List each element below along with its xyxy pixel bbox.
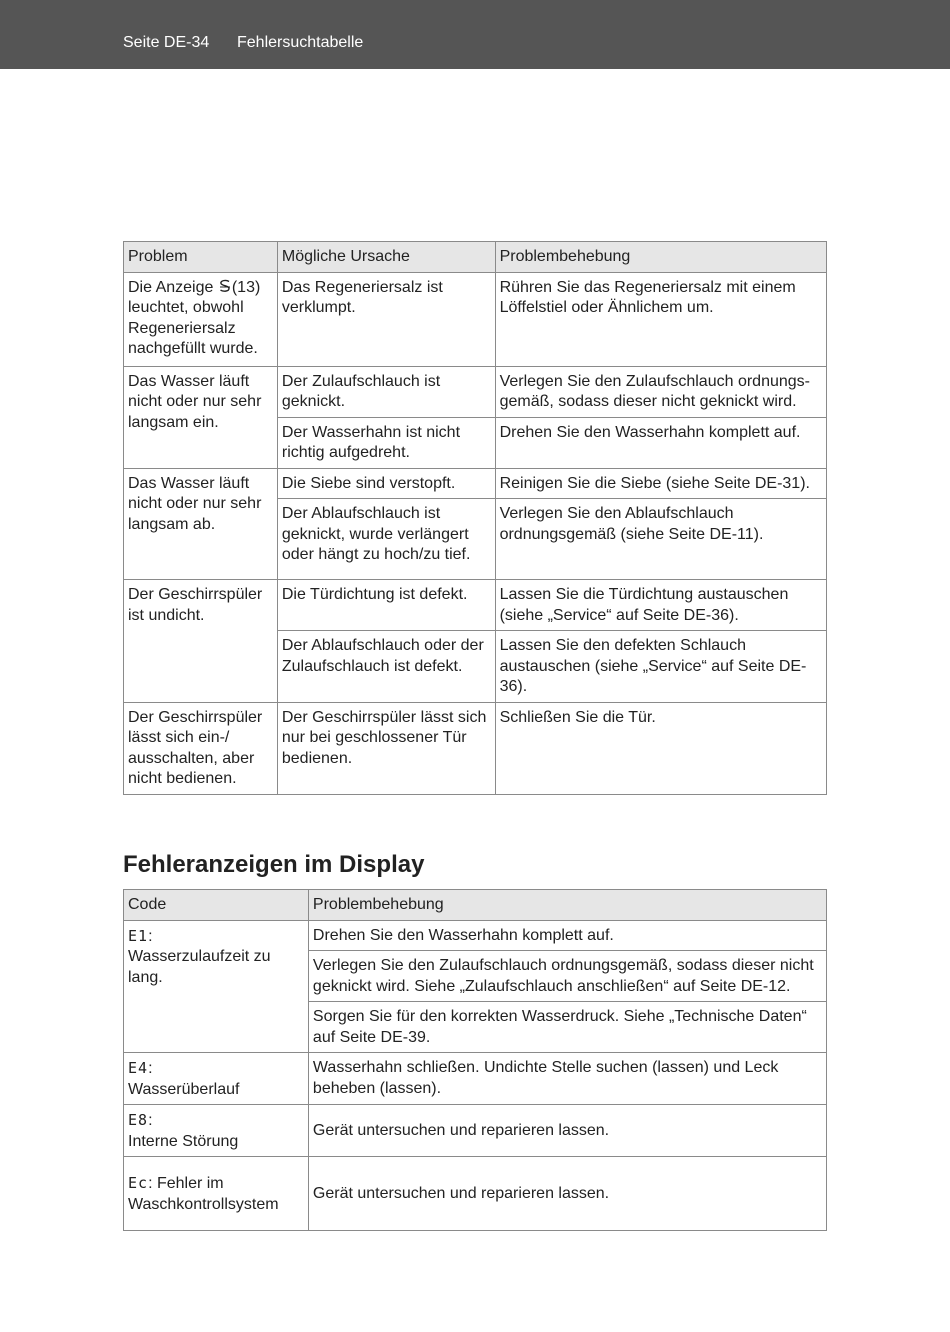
table-row	[124, 272, 827, 366]
code-cell: E1: Wasserzulaufzeit zu lang.	[124, 920, 309, 1053]
problem-cell: Der Geschirrspüler ist undicht.	[124, 580, 278, 703]
cause-cell: Der Wasserhahn ist nicht richtig aufgedreht.	[277, 417, 495, 468]
table-row	[124, 580, 827, 631]
header-cause: Mögliche Ursache	[277, 242, 495, 273]
cause-cell: Die Türdichtung ist defekt.	[277, 580, 495, 631]
salt-refill-icon	[218, 279, 232, 293]
header-code: Code	[124, 890, 309, 921]
fix-cell: Sorgen Sie für den korrekten Wasserdruck. Siehe „Technische Daten“ auf Seite DE-39.	[308, 1002, 826, 1053]
error-code-ec: Ec	[128, 1174, 149, 1192]
table-row	[124, 702, 827, 794]
code-cell: E8: Interne Störung	[124, 1105, 309, 1157]
troubleshooting-table	[123, 241, 827, 795]
fix-cell: Wasserhahn schließen. Undichte Stelle suchen (lassen) und Leck beheben (lassen).	[308, 1053, 826, 1105]
code-cell: Ec: Fehler im Waschkontrollsystem	[124, 1157, 309, 1231]
cause-cell: Der Ablaufschlauch oder der Zulaufschlauch ist defekt.	[277, 631, 495, 703]
cause-cell: Die Siebe sind verstopft.	[277, 468, 495, 499]
problem-cell: Die Anzeige (13) leuchtet, obwohl Regeneriersalz nachgefüllt wurde.	[124, 272, 278, 366]
header-fix: Problembehebung	[308, 890, 826, 921]
fix-cell: Verlegen Sie den Zulaufschlauch ordnungs-gemäß, sodass dieser nicht geknickt wird.	[495, 366, 826, 417]
table-row	[124, 1105, 827, 1157]
cause-cell: Der Geschirrspüler lässt sich nur bei geschlossener Tür bedienen.	[277, 702, 495, 794]
display-errors-heading: Fehleranzeigen im Display	[123, 851, 425, 878]
fix-cell: Schließen Sie die Tür.	[495, 702, 826, 794]
table-row	[124, 366, 827, 417]
table-row	[124, 1157, 827, 1231]
fix-cell: Drehen Sie den Wasserhahn komplett auf.	[495, 417, 826, 468]
problem-cell: Der Geschirrspüler lässt sich ein-/ ausschalten, aber nicht bedienen.	[124, 702, 278, 794]
error-label: Wasserzulaufzeit zu lang.	[128, 948, 271, 986]
fix-cell: Lassen Sie den defekten Schlauch austauschen (siehe „Service“ auf Seite DE-36).	[495, 631, 826, 703]
fix-cell: Gerät untersuchen und reparieren lassen.	[308, 1157, 826, 1231]
page-number: Seite DE-34	[123, 34, 210, 51]
header-fix: Problembehebung	[495, 242, 826, 273]
header-problem: Problem	[124, 242, 278, 273]
fix-cell: Gerät untersuchen und reparieren lassen.	[308, 1105, 826, 1157]
fix-cell: Verlegen Sie den Ablaufschlauch ordnungsgemäß (siehe Seite DE-11).	[495, 499, 826, 580]
table-row	[124, 1053, 827, 1105]
fix-cell: Lassen Sie die Türdichtung austauschen (siehe „Service“ auf Seite DE-36).	[495, 580, 826, 631]
error-code-table	[123, 889, 827, 1231]
section-title: Fehlersuchtabelle	[237, 34, 364, 51]
table-header-row	[124, 242, 827, 273]
page-header	[0, 0, 950, 69]
error-code-e8: E8	[128, 1111, 149, 1129]
error-label: Fehler im Waschkontrollsystem	[128, 1175, 279, 1213]
table-row	[124, 920, 827, 951]
error-label: Wasserüberlauf	[128, 1080, 240, 1098]
error-code-e1: E1	[128, 926, 149, 945]
code-cell: E4: Wasserüberlauf	[124, 1053, 309, 1105]
problem-cell: Das Wasser läuft nicht oder nur sehr langsam ab.	[124, 468, 278, 580]
fix-cell: Drehen Sie den Wasserhahn komplett auf.	[308, 920, 826, 951]
error-label: Interne Störung	[128, 1132, 239, 1150]
table-row	[124, 468, 827, 499]
fix-cell: Verlegen Sie den Zulaufschlauch ordnungsgemäß, sodass dieser nicht geknickt wird. Siehe „Zulaufschlauch anschließen“ auf Seite DE-12.	[308, 951, 826, 1002]
cause-cell: Der Zulaufschlauch ist geknickt.	[277, 366, 495, 417]
error-code-e4: E4	[128, 1059, 149, 1077]
cause-cell: Das Regeneriersalz ist verklumpt.	[277, 272, 495, 366]
fix-cell: Rühren Sie das Regeneriersalz mit einem Löffelstiel oder Ähnlichem um.	[495, 272, 826, 366]
cause-cell: Der Ablaufschlauch ist geknickt, wurde verlängert oder hängt zu hoch/zu tief.	[277, 499, 495, 580]
fix-cell: Reinigen Sie die Siebe (siehe Seite DE-31).	[495, 468, 826, 499]
problem-cell: Das Wasser läuft nicht oder nur sehr langsam ein.	[124, 366, 278, 468]
table-header-row	[124, 890, 827, 921]
